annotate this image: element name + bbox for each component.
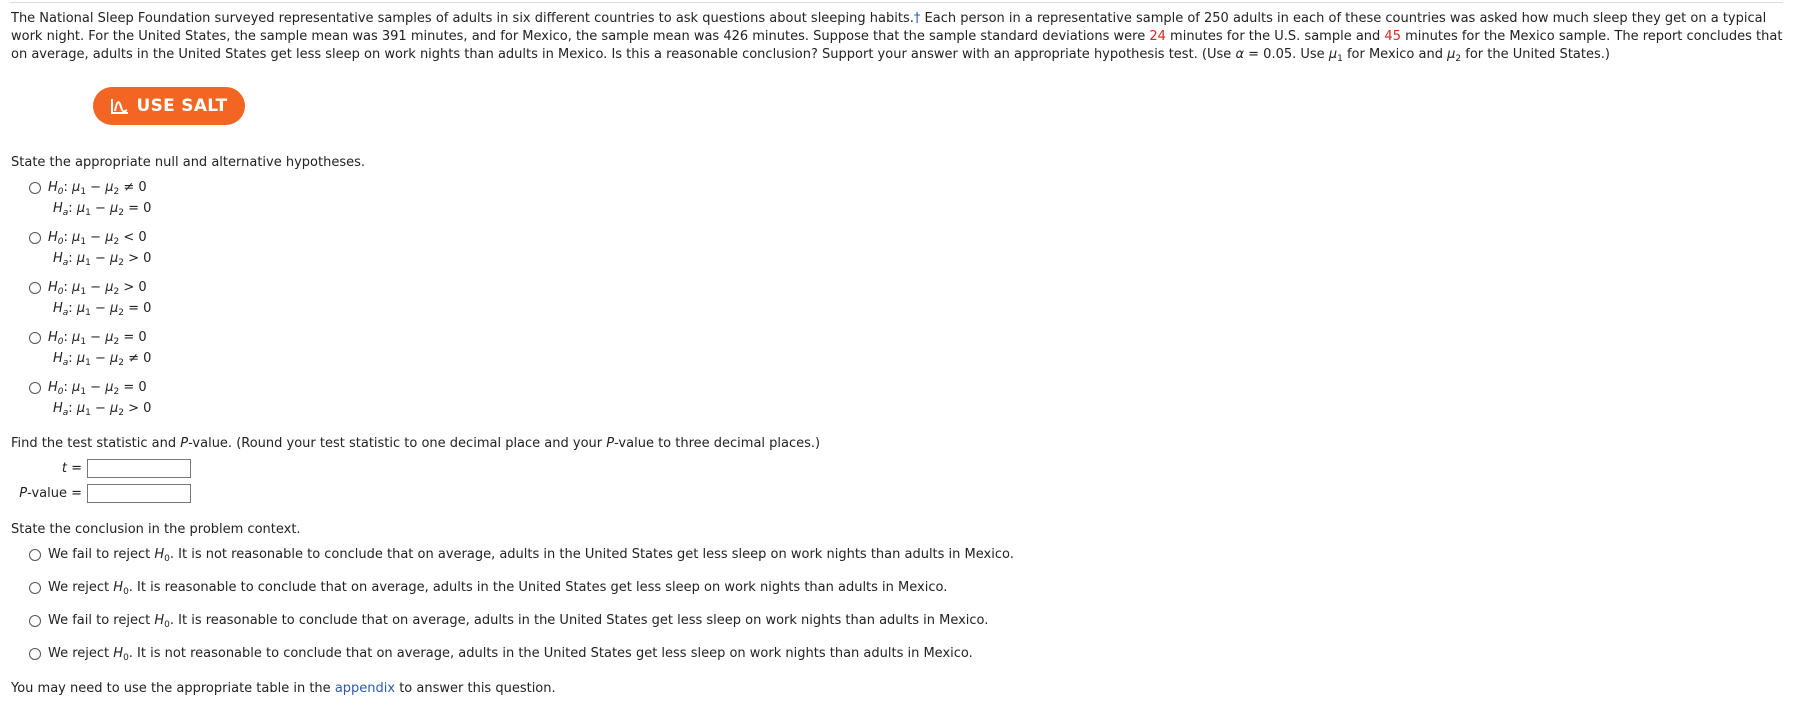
null-hypothesis-2: $H_0$: $\mu_1 - \mu_2 < 0$ bbox=[48, 230, 147, 247]
conclusion-option-radio-3[interactable] bbox=[29, 615, 41, 627]
p-value-label: P-value = bbox=[19, 486, 82, 501]
sd-us-value: 24 bbox=[1149, 29, 1166, 44]
mu-symbol: μ bbox=[1328, 47, 1338, 62]
use-salt-button[interactable] bbox=[93, 87, 245, 125]
use-salt-label: USE SALT bbox=[136, 96, 228, 116]
alpha-symbol: α bbox=[1235, 47, 1245, 62]
p-value-input[interactable] bbox=[87, 484, 191, 503]
problem-statement: The National Sleep Foundation surveyed representative samples of adults in six different countries to ask questions about sleeping habits.† Each person in a representative sample of 250 adults in each of these countries was asked how much sleep they get on a typical work night. For the United States, the sample mean was 391 minutes, and for Mexico, the sample mean was 426 minutes. Suppose that the sample standard deviations were 24 minutes for the U.S. sample and 45 minutes for the Mexico sample. The report concludes that on average, adults in the United States get less sleep on work nights than adults in Mexico. Is this a reasonable conclusion? Support your answer with an appropriate hypothesis test. (Use α = 0.05. Use $\mu_1$ for Mexico and $\mu_2$ for the United States.) bbox=[11, 11, 1783, 64]
hypothesis-option-radio-1[interactable] bbox=[29, 182, 41, 194]
conclusion-option-4: We reject $H_0$. It is not reasonable to conclude that on average, adults in the United States get less sleep on work nights than adults in Mexico. bbox=[48, 646, 973, 663]
conclusion-option-radio-2[interactable] bbox=[29, 582, 41, 594]
problem-text-6: for Mexico and bbox=[1342, 47, 1448, 62]
conclusion-option-radio-1[interactable] bbox=[29, 549, 41, 561]
top-divider bbox=[10, 2, 1783, 3]
hypothesis-option-radio-5[interactable] bbox=[29, 382, 41, 394]
alternative-hypothesis-1: $H_a$: $\mu_1 - \mu_2 = 0$ bbox=[53, 201, 152, 218]
salt-chart-icon bbox=[111, 98, 129, 114]
null-hypothesis-3: $H_0$: $\mu_1 - \mu_2 > 0$ bbox=[48, 280, 147, 297]
problem-text-3: minutes for the U.S. sample and bbox=[1165, 29, 1385, 44]
conclusion-option-2: We reject $H_0$. It is reasonable to conclude that on average, adults in the United States get less sleep on work nights than adults in Mexico. bbox=[48, 580, 948, 597]
alternative-hypothesis-3: $H_a$: $\mu_1 - \mu_2 = 0$ bbox=[53, 301, 152, 318]
t-statistic-input[interactable] bbox=[87, 459, 191, 478]
footnote-dagger-link[interactable]: † bbox=[913, 11, 921, 26]
null-hypothesis-1: $H_0$: $\mu_1 - \mu_2 \ne 0$ bbox=[48, 180, 147, 197]
alternative-hypothesis-5: $H_a$: $\mu_1 - \mu_2 > 0$ bbox=[53, 401, 152, 418]
problem-text-7: for the United States.) bbox=[1461, 47, 1610, 62]
test-stat-prompt: Find the test statistic and P-value. (Round your test statistic to one decimal place and your P-value to three decimal places.) bbox=[11, 436, 821, 451]
hypothesis-option-radio-3[interactable] bbox=[29, 282, 41, 294]
alternative-hypothesis-2: $H_a$: $\mu_1 - \mu_2 > 0$ bbox=[53, 251, 152, 268]
t-label: t = bbox=[61, 461, 82, 476]
conclusion-option-3: We fail to reject $H_0$. It is reasonable to conclude that on average, adults in the United States get less sleep on work nights than adults in Mexico. bbox=[48, 613, 989, 630]
conclusion-prompt: State the conclusion in the problem context. bbox=[11, 522, 301, 537]
problem-text-4: minutes for the Mexico sample. The report concludes that on average, adults in the United States get less sleep on work nights than adults in Mexico. Is this a reasonable conclusion? Support your answer with an appropriate hypothesis test. (Use bbox=[11, 29, 1783, 62]
hypothesis-option-radio-2[interactable] bbox=[29, 232, 41, 244]
problem-text-2: Each person in a representative sample of 250 adults in each of these countries was asked how much sleep they get on a typical work night. For the United States, the sample mean was 391 minutes, and for Mexico, the sample mean was 426 minutes. Suppose that the sample standard deviations were bbox=[11, 11, 1767, 44]
hypothesis-option-radio-4[interactable] bbox=[29, 332, 41, 344]
appendix-link[interactable]: appendix bbox=[334, 681, 396, 696]
conclusion-option-radio-4[interactable] bbox=[29, 648, 41, 660]
hypotheses-prompt: State the appropriate null and alternative hypotheses. bbox=[11, 155, 365, 170]
problem-text-1: The National Sleep Foundation surveyed representative samples of adults in six different countries to ask questions about sleeping habits. bbox=[11, 11, 914, 26]
null-hypothesis-5: $H_0$: $\mu_1 - \mu_2 = 0$ bbox=[48, 380, 147, 397]
problem-text-5: = 0.05. Use bbox=[1244, 47, 1329, 62]
footer-note: You may need to use the appropriate table in the appendix to answer this question. bbox=[11, 681, 556, 696]
alternative-hypothesis-4: $H_a$: $\mu_1 - \mu_2 \ne 0$ bbox=[53, 351, 152, 368]
sd-mexico-value: 45 bbox=[1384, 29, 1401, 44]
mu-symbol: μ bbox=[1447, 47, 1456, 62]
conclusion-option-1: We fail to reject $H_0$. It is not reasonable to conclude that on average, adults in the United States get less sleep on work nights than adults in Mexico. bbox=[48, 547, 1014, 564]
null-hypothesis-4: $H_0$: $\mu_1 - \mu_2 = 0$ bbox=[48, 330, 147, 347]
